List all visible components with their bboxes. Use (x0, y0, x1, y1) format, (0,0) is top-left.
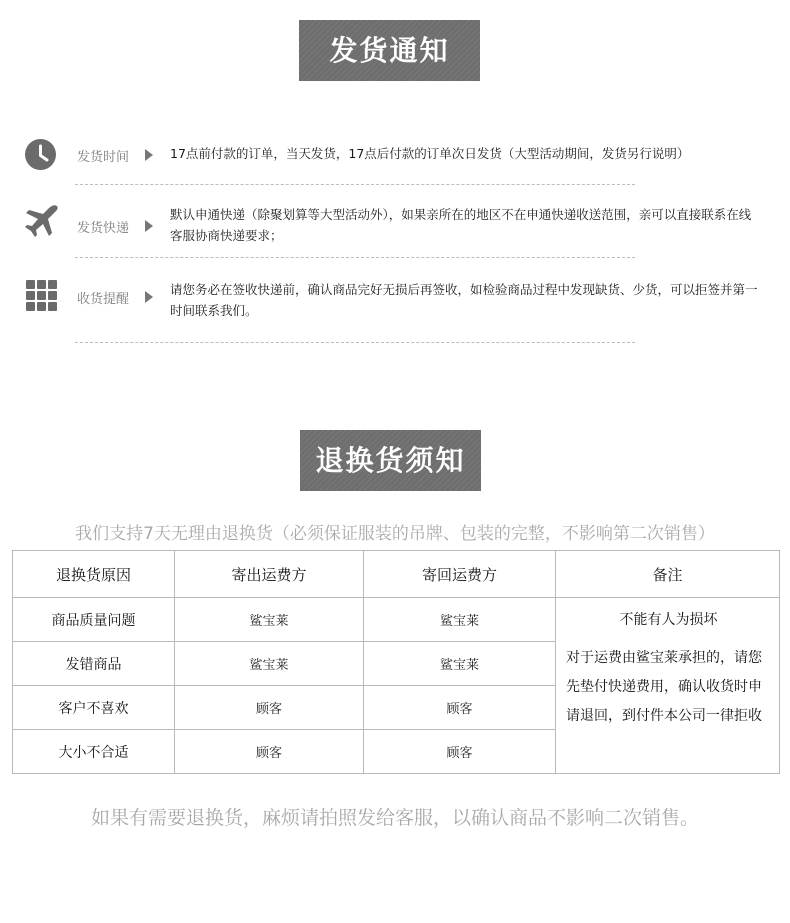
return-policy-banner: 退换货须知 (300, 430, 481, 491)
grid-icon (26, 280, 57, 315)
shipping-time-text: 17点前付款的订单，当天发货，17点后付款的订单次日发货（大型活动期间，发货另行说明） (170, 146, 690, 161)
table-header-return-fee: 寄回运费方 (364, 551, 556, 598)
divider (75, 184, 635, 185)
clock-icon (24, 138, 57, 175)
send-fee-cell: 鲨宝莱 (175, 598, 364, 642)
courier-row (0, 200, 790, 250)
courier-text: 默认申通快递（除聚划算等大型活动外），如果亲所在的地区不在申通快递收送范围，亲可以直接联系在线客服协商快递要求； (170, 207, 752, 243)
shipping-time-row (0, 136, 790, 176)
shipping-notice-banner: 发货通知 (299, 20, 480, 81)
table-header-row (13, 551, 780, 598)
table-header-send-fee: 寄出运费方 (175, 551, 364, 598)
reason-cell: 发错商品 (13, 642, 175, 686)
receipt-reminder-text: 请您务必在签收快递前，确认商品完好无损后再签收，如检验商品过程中发现缺货、少货，可以拒签并第一时间联系我们。 (170, 282, 758, 318)
receipt-reminder-row (0, 273, 790, 323)
arrow-right-icon (145, 149, 153, 161)
return-table (12, 550, 780, 774)
arrow-right-icon (145, 291, 153, 303)
reason-cell: 客户不喜欢 (13, 686, 175, 730)
reason-cell: 商品质量问题 (13, 598, 175, 642)
table-header-note: 备注 (556, 551, 780, 598)
shipping-time-label: 发货时间 (77, 150, 130, 165)
send-fee-cell: 顾客 (175, 730, 364, 774)
table-header-reason: 退换货原因 (13, 551, 175, 598)
return-fee-cell: 顾客 (364, 730, 556, 774)
arrow-right-icon (145, 220, 153, 232)
note-body: 对于运费由鲨宝莱承担的，请您先垫付快递费用，确认收货时申请退回，到付件本公司一律拒收 (566, 650, 762, 724)
table-row (13, 598, 780, 642)
divider (75, 257, 635, 258)
return-fee-cell: 鲨宝莱 (364, 598, 556, 642)
return-fee-cell: 顾客 (364, 686, 556, 730)
send-fee-cell: 顾客 (175, 686, 364, 730)
send-fee-cell: 鲨宝莱 (175, 642, 364, 686)
return-subtitle: 我们支持7天无理由退换货（必须保证服装的吊牌、包装的完整，不影响第二次销售） (75, 524, 715, 544)
divider (75, 342, 635, 343)
footer-note: 如果有需要退换货，麻烦请拍照发给客服，以确认商品不影响二次销售。 (90, 807, 699, 829)
reason-cell: 大小不合适 (13, 730, 175, 774)
note-head: 不能有人为损坏 (619, 612, 718, 628)
note-cell (556, 598, 780, 774)
airplane-icon (24, 204, 60, 246)
return-fee-cell: 鲨宝莱 (364, 642, 556, 686)
receipt-reminder-label: 收货提醒 (77, 292, 130, 307)
courier-label: 发货快递 (77, 221, 130, 236)
